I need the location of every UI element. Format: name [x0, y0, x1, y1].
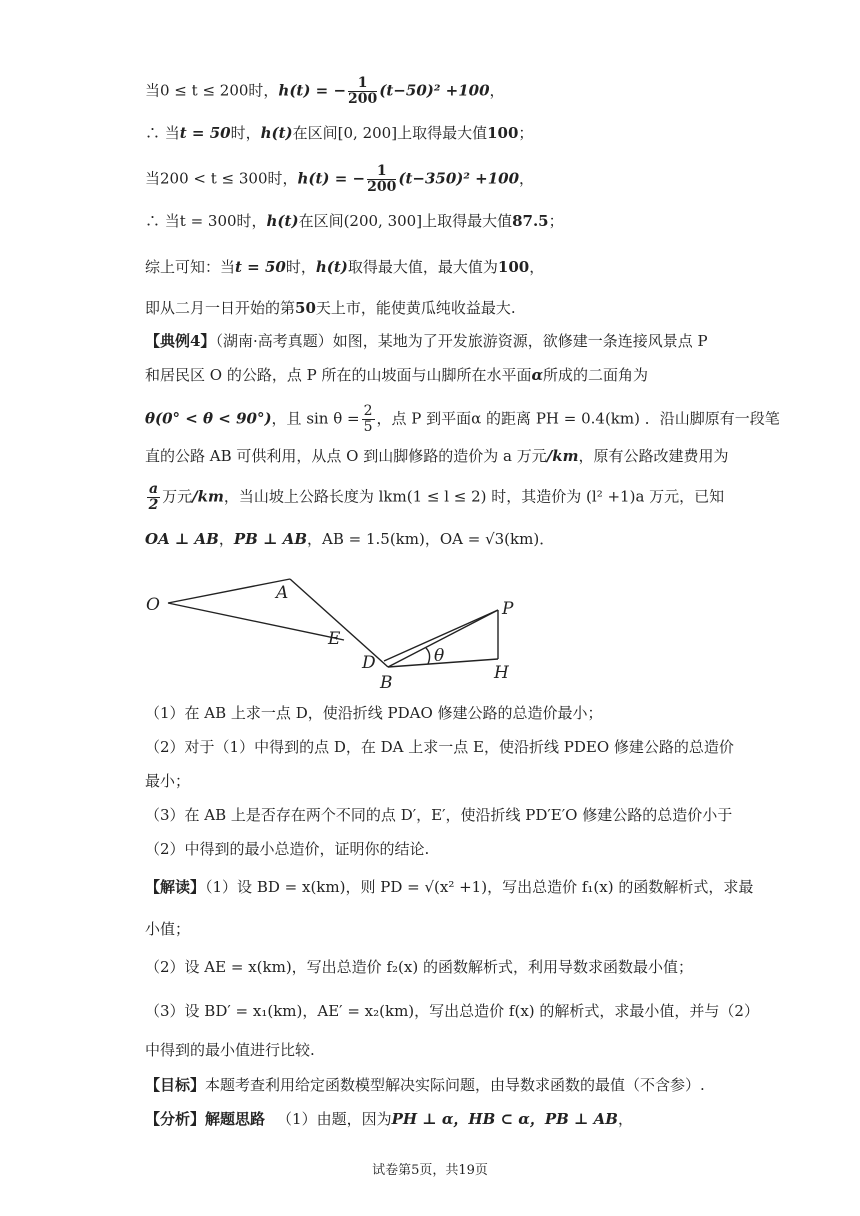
math: t = 50	[179, 124, 231, 142]
text: 天上市，能使黄瓜纯收益最大.	[315, 299, 516, 317]
fraction	[362, 404, 375, 435]
text: ，	[489, 81, 505, 100]
text: ，	[218, 530, 234, 548]
text: （湖南·高考真题）如图，某地为了开发旅游资源，欲修建一条连接风景点 P	[215, 332, 708, 350]
line-11	[145, 482, 724, 513]
label-b: B	[380, 673, 393, 693]
math: θ(0° < θ < 90°)	[145, 409, 272, 428]
math: h(t)	[260, 124, 293, 142]
fraction-numerator: 1	[367, 164, 396, 180]
text: （1）由题，因为	[277, 1110, 392, 1128]
label-a: A	[276, 583, 289, 603]
geometry-figure	[140, 568, 540, 693]
fraction-denominator: 2	[148, 497, 159, 513]
text: ，且 sin θ =	[271, 409, 360, 428]
interpretation-1a	[145, 876, 753, 898]
interpretation-tag: 【解读】	[145, 878, 206, 896]
line-3	[145, 164, 534, 195]
line-2	[145, 122, 533, 144]
text: ，	[519, 169, 535, 188]
fraction-denominator: 200	[367, 179, 397, 195]
line-8	[145, 364, 648, 386]
text: ，原有公路改建费用为	[578, 447, 729, 465]
text: ，AB = 1.5(km)，OA = √3(km)．	[307, 530, 555, 548]
math: (t−50)² +100	[379, 81, 490, 100]
label-h: H	[494, 663, 509, 683]
text: 时，	[230, 124, 261, 142]
text: （1）设 BD = x(km)，则 PD = √(x² +1)，写出总造价 f₁(x) 的函数解析式，求最	[205, 878, 754, 896]
label-e: E	[328, 629, 341, 649]
text: 综上可知：当	[145, 258, 236, 276]
analysis-tag: 【分析】	[145, 1110, 206, 1128]
math: α	[531, 366, 544, 384]
label-o: O	[146, 595, 160, 615]
math: h(t) = −	[297, 169, 366, 188]
text: 取得最大值，最大值为	[347, 258, 498, 276]
math: h(t)	[315, 258, 348, 276]
text: 当200 < t ≤ 300时，	[145, 169, 298, 188]
text: 当0 ≤ t ≤ 200时，	[145, 81, 279, 100]
value: 100	[487, 124, 519, 142]
interpretation-2: （2）设 AE = x(km)，写出总造价 f₂(x) 的函数解析式，利用导数求函数最小值；	[145, 958, 693, 976]
line-7	[145, 330, 708, 352]
fraction-numerator: a	[149, 481, 159, 497]
segment-oe	[168, 603, 344, 640]
label-p: P	[502, 599, 514, 619]
text: ，点 P 到平面α 的距离 PH = 0.4(km) ．沿山脚原有一段笔	[376, 409, 780, 428]
math: t = 50	[235, 258, 286, 276]
question-3a: （3）在 AB 上是否存在两个不同的点 D′，E′，使沿折线 PD′E′O 修建公路的总造价小于	[145, 806, 733, 824]
interpretation-1b: 小值；	[145, 920, 191, 938]
analysis-heading: 解题思路	[205, 1110, 266, 1128]
unit: /km	[192, 487, 224, 506]
line-10	[145, 445, 728, 467]
angle-theta-arc	[426, 648, 430, 664]
label-theta: θ	[434, 646, 445, 666]
text: 在区间[0, 200]上取得最大值	[292, 124, 488, 142]
fraction-denominator: 200	[348, 91, 378, 107]
math: (t−350)² +100	[398, 169, 520, 188]
math: OA ⊥ AB	[145, 530, 219, 548]
line-12	[145, 528, 554, 550]
math: h(t)	[266, 212, 299, 230]
segment-oa	[168, 579, 290, 603]
value: 50	[295, 299, 316, 317]
label-d: D	[362, 653, 376, 673]
line-4	[145, 210, 564, 232]
text: ∴ 当t = 300时，	[145, 212, 267, 230]
example-tag: 【典例4】	[145, 332, 216, 350]
line-5	[145, 256, 544, 278]
question-3b: （2）中得到的最小总造价，证明你的结论.	[145, 840, 430, 858]
text: 万元	[162, 487, 193, 506]
text: ，当山坡上公路长度为 lkm(1 ≤ l ≤ 2) 时，其造价为 (l² +1)a 万元，已知	[223, 487, 725, 506]
value: 87.5	[512, 212, 549, 230]
line-1	[145, 76, 505, 107]
text: ，	[617, 1110, 633, 1128]
analysis-line	[145, 1108, 633, 1130]
text: ；	[518, 124, 534, 142]
fraction	[367, 164, 396, 195]
fraction-denominator: 5	[363, 419, 373, 435]
line-6	[145, 297, 516, 319]
question-2b: 最小；	[145, 772, 191, 790]
text: 本题考查利用给定函数模型解决实际问题，由导数求函数的最值（不含参）.	[205, 1076, 705, 1094]
goal-tag: 【目标】	[145, 1076, 206, 1094]
fraction-numerator: 2	[363, 403, 373, 419]
page-footer: 试卷第5页，共19页	[372, 1163, 488, 1178]
text: ；	[548, 212, 564, 230]
math: PH ⊥ α，HB ⊂ α，PB ⊥ AB	[391, 1110, 618, 1128]
text: ，	[529, 258, 545, 276]
text: 所成的二面角为	[543, 366, 649, 384]
text: ∴ 当	[145, 124, 180, 142]
text: 直的公路 AB 可供利用，从点 O 到山脚修路的造价为 a 万元	[145, 447, 547, 465]
value: 100	[497, 258, 530, 276]
text: 在区间(200, 300]上取得最大值	[298, 212, 513, 230]
line-9	[145, 404, 780, 435]
interpretation-3b: 中得到的最小值进行比较.	[145, 1041, 315, 1059]
question-1: （1）在 AB 上求一点 D，使沿折线 PDAO 修建公路的总造价最小；	[145, 704, 603, 722]
fraction-numerator: 1	[348, 76, 377, 92]
interpretation-3a: （3）设 BD′ = x₁(km)，AE′ = x₂(km)，写出总造价 f(x) 的解析式，求最小值，并与（2）	[145, 1002, 759, 1020]
fraction	[348, 76, 377, 107]
fraction	[147, 482, 160, 513]
text: 即从二月一日开始的第	[145, 299, 296, 317]
goal-line	[145, 1074, 705, 1096]
text: 时，	[285, 258, 316, 276]
text: 和居民区 O 的公路，点 P 所在的山坡面与山脚所在水平面	[145, 366, 532, 384]
math: h(t) = −	[278, 81, 347, 100]
question-2a: （2）对于（1）中得到的点 D，在 DA 上求一点 E，使沿折线 PDEO 修建公路的总造价	[145, 738, 734, 756]
unit: /km	[546, 447, 579, 465]
math: PB ⊥ AB	[233, 530, 308, 548]
